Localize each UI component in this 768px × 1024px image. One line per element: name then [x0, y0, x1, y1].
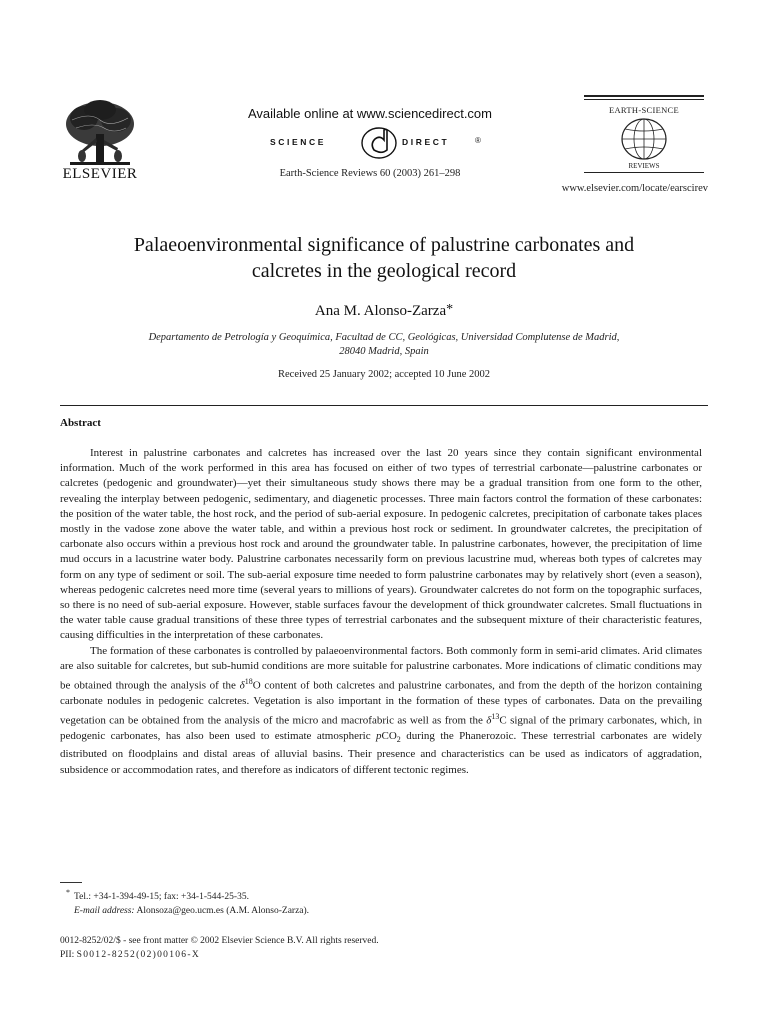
email-address[interactable]: Alonsoza@geo.ucm.es (A.M. Alonso-Zarza). [136, 906, 310, 917]
affiliation-line-2: 28040 Madrid, Spain [339, 346, 429, 357]
journal-logo-subtitle: REVIEWS [628, 162, 660, 170]
journal-logo [584, 95, 704, 175]
registered-mark: ® [475, 136, 481, 145]
isotope-superscript: 13 [491, 712, 500, 722]
affiliation [100, 331, 668, 359]
copyright-line: 0012-8252/02/$ - see front matter © 2002 Elsevier Science B.V. All rights reserved. [60, 936, 379, 946]
pco2-subscript: 2 [396, 735, 401, 745]
author-name: Ana M. Alonso-Zarza [314, 303, 447, 319]
affiliation-line-1: Departamento de Petrología y Geoquímica, Facultad de CC, Geológicas, Universidad Complutense de Madrid, [148, 332, 620, 343]
pco2-co: CO [381, 729, 397, 742]
footnote-mark: * [66, 888, 70, 897]
pii-label: PII: [60, 950, 75, 960]
publisher-name: ELSEVIER [62, 166, 138, 182]
article-title [60, 232, 708, 284]
abstract-heading: Abstract [60, 417, 101, 429]
sciencedirect-d-icon [360, 126, 398, 160]
journal-logo-title: EARTH-SCIENCE [609, 105, 679, 115]
received-dates: Received 25 January 2002; accepted 10 June 2002 [278, 369, 490, 380]
delta-symbol: δ [486, 714, 492, 727]
footnote-rule [60, 882, 82, 883]
isotope-superscript: 18 [244, 677, 253, 687]
sciencedirect-logo [270, 126, 490, 160]
sciencedirect-direct-word: DIRECT [402, 137, 450, 147]
delta-symbol: δ [239, 679, 245, 692]
abstract-text-segment: during the Phanerozoic. These terrestrial carbonates are widely distributed on floodplains and distal areas of alluvial basins. Their presence and characteristics can be used as indicators of aggradation, subsidence or accommodation rates, and therefore as indicators of different tectonic regimes. [60, 729, 702, 776]
copyright-block [60, 934, 700, 962]
abstract-paragraph-2 [60, 644, 702, 778]
footnote-email-line [74, 904, 674, 918]
abstract-body [60, 446, 702, 778]
globe-icon [620, 117, 668, 161]
abstract-text-segment: The formation of these carbonates is controlled by palaeoenvironmental factors. Both commonly form in semi-arid climates. Arid climates are also suitable for calcretes, but sub-humid conditions are more suitable for palustrine carbonates. More indications of climatic conditions may be obtained through the analysis of the [60, 644, 702, 692]
footnote-phone: Tel.: +34-1-394-49-15; fax: +34-1-544-25-35. [74, 892, 249, 903]
abstract-text-segment: O content of both calcretes and palustrine carbonates, and from the depth of the horizon containing carbonate nodules in pedogenic calcretes. Vegetation is also important in the formation of these types of carbonates. Data on the prevailing vegetation can be obtained from the analysis of the micro and macrofabric as well as from the [60, 679, 702, 727]
abstract-paragraph-1: Interest in palustrine carbonates and calcretes has increased over the last 20 years since they contain significant environmental information. Much of the work performed in this area has focused on either of two types of terrestrial carbonate—palustrine carbonates or calcretes (pedogenic and groundwater)—yet their simultaneous study shows there may be a gradual transition from one form to the other, revealing the interplay between pedogenic, sedimentary, and diagenetic processes. Three main factors control the formation of these carbonates: the position of the water table, the host rock, and the period of sub-aerial exposure. In pedogenic calcretes, precipitation of carbonate takes places mostly in the vadose zone above the water table, and within a previous host rock or sediment. In groundwater calcretes, the precipitation of carbonate also occurs within a previous host rock and around the groundwater table. In palustrine carbonates, however, the precipitation of lime mud occurs in a lacustrine water body. Palustrine carbonates necessarily form on previous lacustrine mud, whereas both types of calcretes may form on any type of sediment or soil. The sub-aerial exposure time needed to form palustrine carbonates may by relatively short (even a season), whereas pedogenic calcretes need more time (several years to millions of years). Groundwater calcretes do not form on the topographic surfaces, so there is no need of sub-aerial exposure. However, stable surfaces favour the development of thick groundwater calcretes. Small fluctuations in the water table cause gradual transitions of these three types of terrestrial carbonates and the subsequent mixture of their characteristic features, causing difficulties in the interpretation of these carbonates. [60, 447, 702, 642]
title-line-2: calcretes in the geological record [251, 260, 517, 282]
author-footnote-mark[interactable]: * [446, 302, 454, 317]
pii-line [60, 948, 700, 962]
pco2-italic-p: p [376, 729, 382, 742]
sciencedirect-science-word: SCIENCE [270, 137, 326, 147]
abstract-text-segment: C signal of the primary carbonates, which, in pedogenic carbonates, has also been used to estimate atmospheric [60, 714, 702, 742]
title-line-1: Palaeoenvironmental significance of palustrine carbonates and [133, 234, 635, 256]
journal-citation: Earth-Science Reviews 60 (2003) 261–298 [279, 168, 461, 179]
author-line [60, 302, 708, 320]
available-online-text: Available online at www.sciencedirect.com [248, 106, 492, 121]
section-divider [60, 405, 708, 406]
author-footnote [66, 886, 674, 918]
email-label: E-mail address: [74, 906, 135, 917]
pii-value: S0012-8252(02)00106-X [76, 950, 200, 960]
footnote-contact-line [66, 886, 674, 904]
journal-url[interactable]: www.elsevier.com/locate/earscirev [561, 183, 708, 194]
